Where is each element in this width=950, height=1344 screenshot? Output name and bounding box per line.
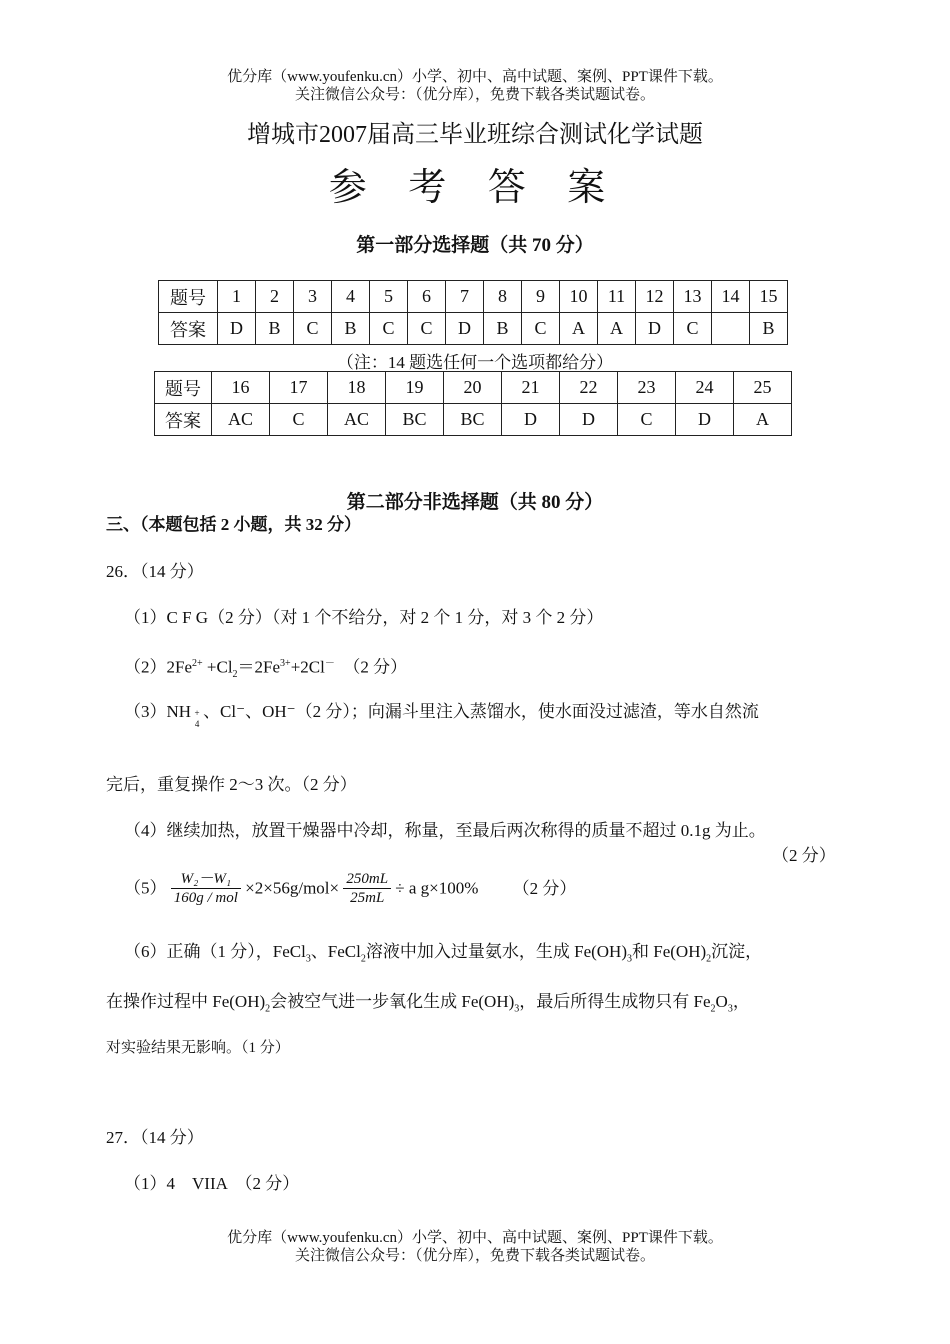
q-number: 19: [386, 372, 444, 404]
q27-answer-1: （1）4 VIIA （2 分）: [124, 1174, 300, 1193]
q26-answer-4: （4）继续加热，放置干燥器中冷却，称量，至最后两次称得的质量不超过 0.1g 为止。: [124, 821, 766, 840]
q26-answer-6-line-3: 对实验结果无影响。（1 分）: [106, 1040, 290, 1056]
table2-answer-row: [155, 404, 792, 436]
q26-answer-6-line-2: 在操作过程中 $Fe(OH)_2$会被空气进一步氧化生成 $Fe(OH)_3$，最后所得生成物只有 $Fe_2O_3$，: [106, 992, 750, 1015]
q-number: 11: [598, 281, 636, 313]
q-number: 1: [218, 281, 256, 313]
answer-cell: C: [270, 404, 328, 436]
q26-answer-1: （1）C F G（2 分）（对 1 个不给分，对 2 个 1 分，对 3 个 2 分）: [124, 608, 604, 627]
answer-cell: B: [484, 313, 522, 345]
q-number: 15: [750, 281, 788, 313]
answer-table-1: [158, 280, 788, 345]
table2-a-label: 答案: [155, 404, 212, 436]
answer-cell: BC: [386, 404, 444, 436]
answer-cell: C: [618, 404, 676, 436]
q-number: 6: [408, 281, 446, 313]
q-number: 24: [676, 372, 734, 404]
q26-label: 26．（14 分）: [106, 562, 204, 581]
q-number: 17: [270, 372, 328, 404]
q-number: 13: [674, 281, 712, 313]
q-number: 4: [332, 281, 370, 313]
table1-number-row: [159, 281, 788, 313]
answer-cell: AC: [328, 404, 386, 436]
answer-cell: BC: [444, 404, 502, 436]
answer-cell: B: [256, 313, 294, 345]
q-number: 25: [734, 372, 792, 404]
answer-cell: AC: [212, 404, 270, 436]
table-note: （注：14 题选任何一个选项都给分）: [336, 353, 614, 372]
table1-q-label: 题号: [159, 281, 218, 313]
q-number: 7: [446, 281, 484, 313]
q26-answer-6-line-1: （6）正确（1 分），FeCl$_3$、FeCl$_2$溶液中加入过量氨水，生成 $Fe(OH)_3$和 $Fe(OH)_2$沉淀，: [124, 942, 763, 965]
mass-fraction: $\frac{\text{W₂－W₁}}{\text{160g / mol}}$: [171, 870, 241, 907]
answer-cell: D: [446, 313, 484, 345]
table2-number-row: [155, 372, 792, 404]
q-number: 5: [370, 281, 408, 313]
part1-heading: 第一部分选择题（共 70 分）: [356, 235, 594, 256]
q26-answer-3: （3）NH + 4 、Cl⁻、OH⁻（2 分）；向漏斗里注入蒸馏水，使水面没过滤渣，等水自然流: [124, 702, 759, 729]
answer-cell: D: [560, 404, 618, 436]
q26-answer-3-cont: 完后，重复操作 2～3 次。（2 分）: [106, 775, 357, 794]
answer-key-title: 参 考 答 案: [328, 167, 622, 209]
answer-table-2: [154, 371, 792, 436]
answer-cell: [712, 313, 750, 345]
section-3-heading: 三、（本题包括 2 小题，共 32 分）: [106, 515, 361, 534]
q-number: 10: [560, 281, 598, 313]
q26-answer-5: （5） $\frac{\text{W₂－W₁}}{\text{160g / mol}}$ ×2×56g/mol× $\frac{250mL}{25mL}$ ÷ a g×100% （2 分）: [124, 871, 577, 906]
answer-cell: A: [734, 404, 792, 436]
q-number: 20: [444, 372, 502, 404]
q-number: 8: [484, 281, 522, 313]
q26-answer-4-score: （2 分）: [772, 846, 836, 865]
answer-cell: D: [218, 313, 256, 345]
q-number: 16: [212, 372, 270, 404]
part2-heading: 第二部分非选择题（共 80 分）: [346, 492, 604, 513]
answer-cell: D: [502, 404, 560, 436]
q-number: 2: [256, 281, 294, 313]
footer-line-2: 关注微信公众号：（优分库），免费下载各类试题试卷。: [294, 1248, 655, 1264]
answer-cell: D: [636, 313, 674, 345]
answer-cell: C: [408, 313, 446, 345]
q-number: 21: [502, 372, 560, 404]
q27-label: 27．（14 分）: [106, 1128, 204, 1147]
q-number: 22: [560, 372, 618, 404]
table1-answer-row: [159, 313, 788, 345]
q-number: 23: [618, 372, 676, 404]
answer-cell: B: [750, 313, 788, 345]
q-number: 14: [712, 281, 750, 313]
footer-line-1: 优分库（www.youfenku.cn）小学、初中、高中试题、案例、PPT课件下载。: [227, 1230, 723, 1246]
q-number: 3: [294, 281, 332, 313]
q-number: 9: [522, 281, 560, 313]
q-number: 18: [328, 372, 386, 404]
header-line-1: 优分库（www.youfenku.cn）小学、初中、高中试题、案例、PPT课件下载。: [227, 69, 723, 85]
answer-cell: A: [560, 313, 598, 345]
table2-q-label: 题号: [155, 372, 212, 404]
answer-cell: C: [370, 313, 408, 345]
answer-cell: A: [598, 313, 636, 345]
header-line-2: 关注微信公众号：（优分库），免费下载各类试题试卷。: [294, 87, 655, 103]
answer-cell: C: [294, 313, 332, 345]
answer-cell: C: [674, 313, 712, 345]
q26-answer-2: $(2)2Fe^{2+} +Cl_2=2Fe^{3+}+2Cl^-$ （2 分）: [124, 657, 408, 681]
answer-cell: B: [332, 313, 370, 345]
q-number: 12: [636, 281, 674, 313]
table1-a-label: 答案: [159, 313, 218, 345]
volume-fraction: $\frac{250mL}{25mL}$: [343, 870, 391, 907]
answer-cell: C: [522, 313, 560, 345]
answer-cell: D: [676, 404, 734, 436]
exam-title: 增城市2007届高三毕业班综合测试化学试题: [247, 122, 703, 148]
